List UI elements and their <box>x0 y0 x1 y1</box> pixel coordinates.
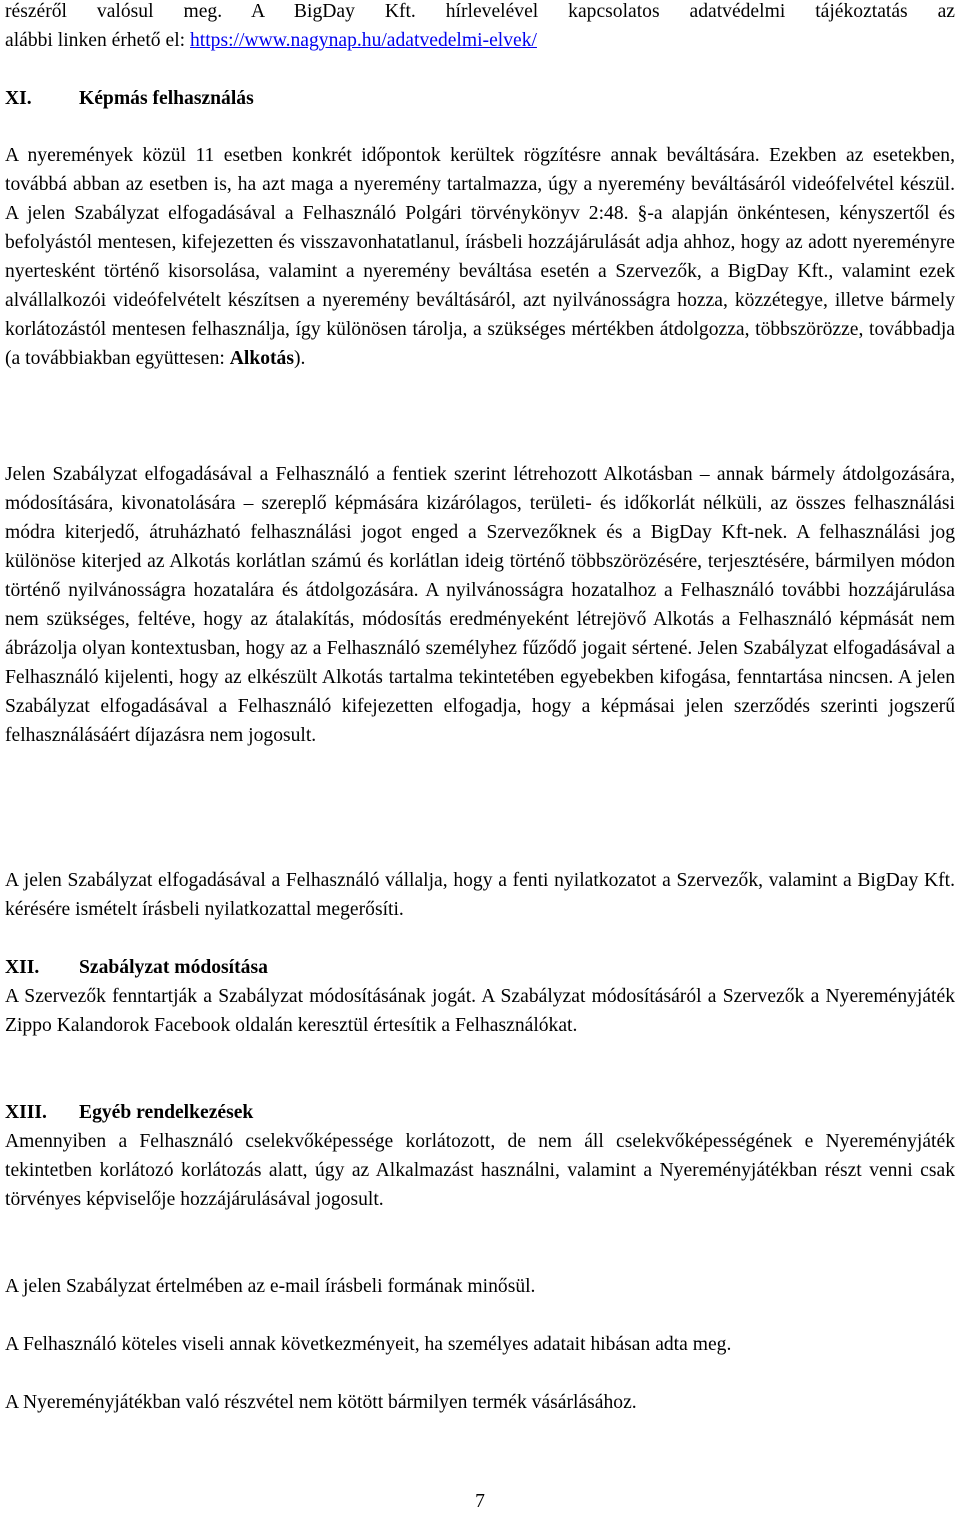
section-number: XIII. <box>5 1102 47 1123</box>
alkotas-term: Alkotás <box>229 348 294 369</box>
privacy-link[interactable]: https://www.nagynap.hu/adatvedelmi-elvek/ <box>189 30 537 51</box>
section-number: XII. <box>5 957 40 978</box>
section-title: Képmás felhasználás <box>79 88 254 109</box>
section-xiii-paragraph-1: Amennyiben a Felhasználó cselekvőképessége korlátozott, de nem áll cselekvőképességének e Nyereményjáték tekintetben korlátozó korlátozás alatt, úgy az Alkalmazást használni, valamint a Nyereményjátékban részt venni csak törvényes képviselője hozzájárulásával jogosult. <box>5 1131 955 1210</box>
section-number: XI. <box>5 88 32 109</box>
section-xiii-paragraph-4: A Nyereményjátékban való részvétel nem kötött bármilyen termék vásárlásához. <box>5 1392 637 1413</box>
intro-line-1: részéről valósul meg. A BigDay Kft. hírlevelével kapcsolatos adatvédelmi tájékoztatás az <box>5 1 955 22</box>
section-xi-heading <box>5 84 254 113</box>
section-xiii-paragraph-2: A jelen Szabályzat értelmében az e-mail írásbeli formának minősül. <box>5 1276 536 1297</box>
section-xi-paragraph-2: Jelen Szabályzat elfogadásával a Felhasználó a fentiek szerint létrehozott Alkotásban – annak bármely átdolgozására, módosítására, kivonatolására – szereplő képmására kizárólagos, területi- és időkorlát nélküli, az összes felhasználási módra kiterjedő, átruházható felhasználási jogot enged a Szervezőknek és a BigDay Kft-nek. A felhasználási jog különöse kiterjed az Alkotás korlátlan számú és korlátlan ideig történő többszörözésére, terjesztésére, bármilyen módon történő nyilvánosságra hozatalára és átdolgozására. A nyilvánosságra hozatalhoz a Felhasználó további hozzájárulása nem szükséges, feltéve, hogy az átalakítás, módosítás eredményeként létrejövő Alkotás a Felhasználó képmását nem ábrázolja olyan kontextusban, hogy az a Felhasználó személyhez fűződő jogait sértené. Jelen Szabályzat elfogadásával a Felhasználó kijelenti, hogy az elkészült Alkotás tartalma tekintetében egyebekben kifogása, fenntartása nincsen. A jelen Szabályzat elfogadásával a Felhasználó kifejezetten elfogadja, hogy a képmásai jelen szerződés szerinti jogszerű felhasználásáért díjazásra nem jogosult. <box>5 464 955 746</box>
section-xiii-paragraph-3: A Felhasználó köteles viseli annak következményeit, ha személyes adatait hibásan adta meg. <box>5 1334 732 1355</box>
section-xi-paragraph-3: A jelen Szabályzat elfogadásával a Felhasználó vállalja, hogy a fenti nyilatkozatot a Szervezők, valamint a BigDay Kft. kérésére ismételt írásbeli nyilatkozattal megerősíti. <box>5 870 955 920</box>
section-title: Szabályzat módosítása <box>79 957 268 978</box>
section-xii-heading <box>5 953 268 982</box>
section-xiii-heading <box>5 1098 253 1127</box>
page-number: 7 <box>475 1491 485 1512</box>
section-xii-paragraph-1: A Szervezők fenntartják a Szabályzat módosításának jogát. A Szabályzat módosításáról a Szervezők a Nyereményjáték Zippo Kalandorok Facebook oldalán keresztül értesítik a Felhasználókat. <box>5 986 955 1036</box>
intro-line-2: alábbi linken érhető el: https://www.nagynap.hu/adatvedelmi-elvek/ <box>5 30 537 51</box>
section-xi-paragraph-1: A nyeremények közül 11 esetben konkrét időpontok kerültek rögzítésre annak beváltására. Ezekben az esetekben, továbbá abban az esetben is, ha azt maga a nyeremény tartalmazza, úgy a nyeremény beváltásáról videófelvétel készül. A jelen Szabályzat elfogadásával a Felhasználó Polgári törvénykönyv 2:48. §-a alapján önkéntesen, kényszertől és befolyástól mentesen, kifejezetten és visszavonhatatlanul, írásbeli hozzájárulását adja ahhoz, hogy az adott nyereményre nyertesként történő kisorsolása, valamint a nyeremény beváltása esetén a Szervezők, a BigDay Kft., valamint ezek alvállalkozói videófelvételt készítsen a nyeremény beváltásáról, azt nyilvánosságra hozza, közzétegye, illetve bármely korlátozástól mentesen felhasználja, így különösen tárolja, a szükséges mértékben átdolgozza, többszörözze, továbbadja (a továbbiakban együttesen: Alkotás). <box>5 145 955 369</box>
section-title: Egyéb rendelkezések <box>79 1102 254 1123</box>
